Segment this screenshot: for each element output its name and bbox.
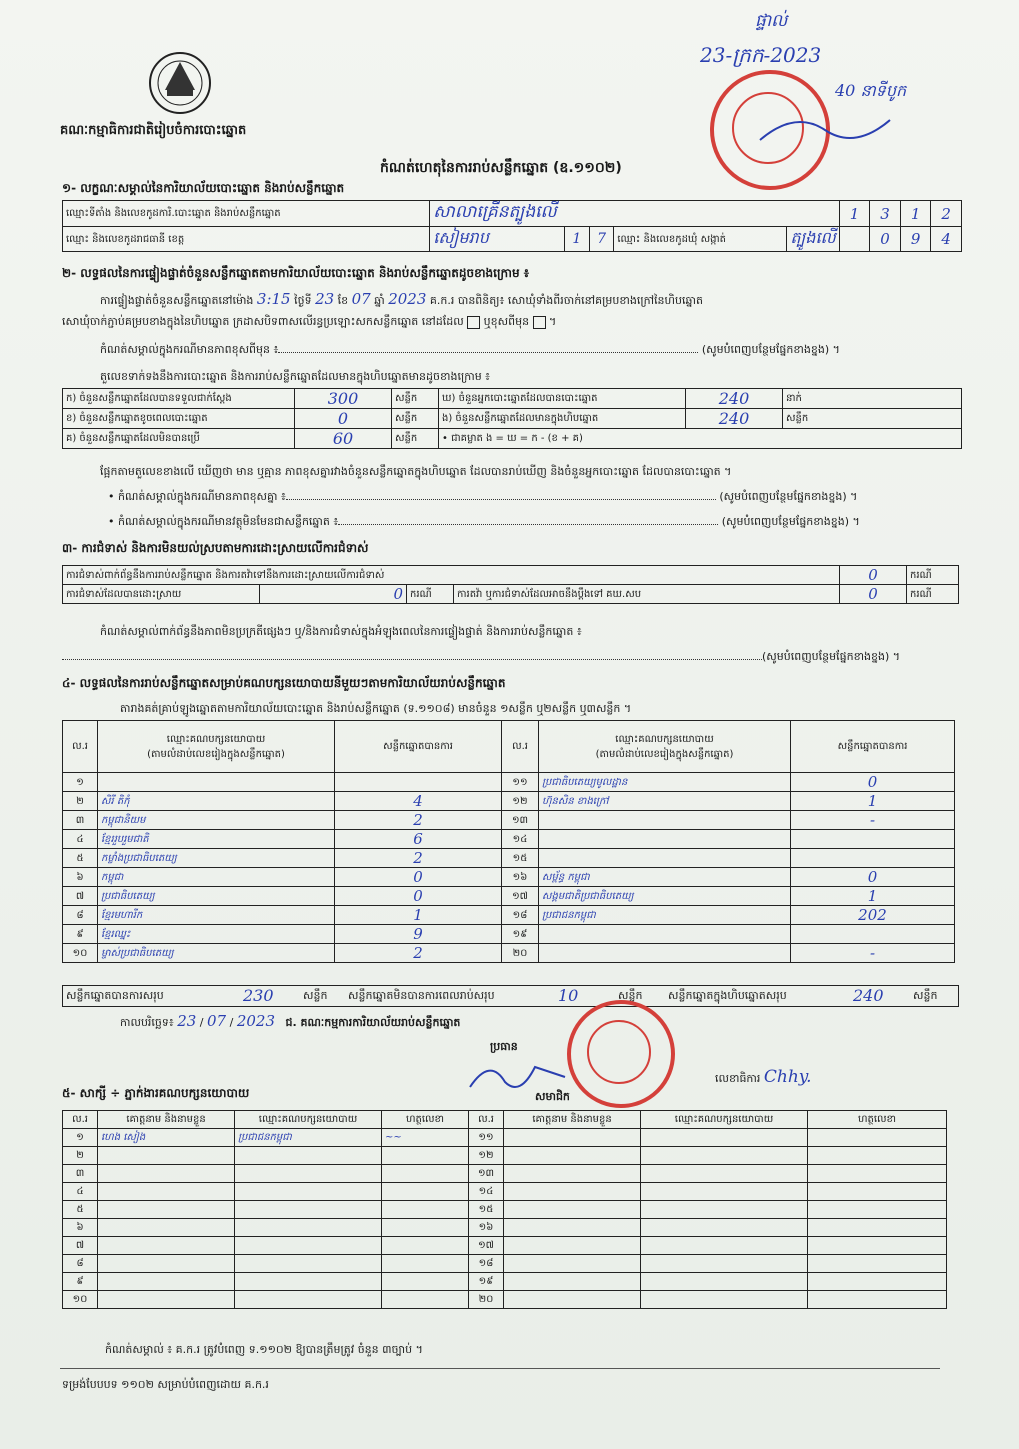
table-row: [63, 792, 955, 811]
s2-year: 2023: [388, 290, 427, 308]
s3-table: ការជំទាស់ពាក់ព័ន្ធនឹងការរាប់សន្លឹកឆ្នោត និងការតវ៉ាទៅនឹងការដោះស្រាយលើការជំទាស់ 0 ករណី ការជំទាស់ដែលបានដោះស្រាយ 0 ករណី ការតវ៉ា ឬការជំទាស់ដែលអាចនឹងប្តឹងទៅ គឃ.សប 0 ករណី: [62, 565, 959, 604]
table-cell: ៥: [63, 1201, 98, 1219]
appeal-count: 0: [840, 585, 907, 604]
table-cell: [382, 1273, 469, 1291]
table-row: [63, 1273, 947, 1291]
table-cell: [235, 1237, 382, 1255]
date-line: កាលបរិច្ឆេទ៖ 23 / 07 / 2023 ជ. គណៈកម្មការការិយាល័យរាប់សន្លឹកឆ្នោត: [120, 1012, 461, 1030]
s2-day: 23: [315, 290, 335, 308]
table-cell: [641, 1291, 808, 1309]
table-cell: [808, 1255, 947, 1273]
s2-figures-table: [62, 388, 962, 449]
total-invalid: 10: [558, 986, 579, 1005]
table-row: [63, 1147, 947, 1165]
witness-table: [62, 1110, 947, 1309]
table-cell: [791, 849, 955, 868]
table-cell: ១៣: [469, 1165, 504, 1183]
prov-code-2: 7: [589, 227, 614, 252]
s2-time: 3:15: [256, 290, 291, 308]
table-cell: [235, 1219, 382, 1237]
table-cell: ហ៊ុនសិន ខាងក្រៅ: [539, 792, 791, 811]
table-cell: 2: [335, 944, 502, 963]
place-code-2: 3: [870, 201, 901, 227]
table-cell: [641, 1237, 808, 1255]
table-cell: [235, 1291, 382, 1309]
table-cell: ~~: [382, 1129, 469, 1147]
table-row: [63, 944, 955, 963]
table-cell: [641, 1183, 808, 1201]
table-cell: [98, 1291, 235, 1309]
table-row: [63, 1219, 947, 1237]
s2-check-line: ផ្អែកតាមតួលេខខាងលើ ឃើញថា មាន ឬគ្មាន ភាពខុសគ្នារវាងចំនួនសន្លឹកឆ្នោតក្នុងហិបឆ្នោត ដែលបានរាប់ឃើញ និងចំនួនអ្នកបោះឆ្នោត ដែលបានបោះឆ្នោត ។: [100, 465, 732, 478]
table-cell: ១៩: [502, 925, 539, 944]
table-cell: [808, 1273, 947, 1291]
table-cell: ១០: [63, 944, 98, 963]
voters-value: 240: [686, 389, 783, 409]
table-row: [63, 1237, 947, 1255]
table-row: [63, 1165, 947, 1183]
table-cell: ខ្មែរមហារីក: [98, 906, 335, 925]
different-checkbox[interactable]: [533, 316, 546, 329]
inbox-value: 240: [686, 409, 783, 429]
prov-value: សៀមរាប: [430, 227, 565, 252]
s4-intro: តារាងគត់គ្រាប់ឡូងឆ្នោតតាមការិយាល័យបោះឆ្នោត និងរាប់សន្លឹកឆ្នោត (ទ.១១០៨) មានចំនួន ១សន្លឹក ឬ២សន្លឹក ឬ៣សន្លឹក ។: [120, 702, 632, 715]
table-cell: [641, 1255, 808, 1273]
table-cell: 0: [335, 887, 502, 906]
figure-row: ក) ចំនួនសន្លឹកឆ្នោតដែលបានទទួលជាក់ស្តែង 300 សន្លឹក ឃ) ចំនួនអ្នកបោះឆ្នោតដែលបានបោះឆ្នោត 240 នាក់: [63, 389, 962, 409]
table-cell: [641, 1201, 808, 1219]
table-cell: [382, 1201, 469, 1219]
total-valid: 230: [243, 986, 274, 1005]
table-cell: [504, 1165, 641, 1183]
table-cell: 0: [335, 868, 502, 887]
table-cell: [235, 1147, 382, 1165]
table-row: [63, 1129, 947, 1147]
table-cell: [808, 1129, 947, 1147]
place-code-3: 1: [900, 201, 931, 227]
table-cell: ៤: [63, 830, 98, 849]
figure-row: គ) ចំនួនសន្លឹកឆ្នោតដែលមិនបានប្រើ 60 សន្លឹក • ជាគម្លាត ង = ឃ = ក - (ខ + គ): [63, 429, 962, 449]
table-cell: [235, 1201, 382, 1219]
table-cell: [539, 925, 791, 944]
table-cell: ១៥: [469, 1201, 504, 1219]
secretary-line: លេខាធិការ Chhy.: [715, 1067, 812, 1087]
total-box: 240: [853, 986, 884, 1005]
table-cell: [335, 773, 502, 792]
org-name: គណៈកម្មាធិការជាតិរៀបចំការបោះឆ្នោត: [60, 123, 247, 138]
table-cell: ២០: [502, 944, 539, 963]
table-cell: 202: [791, 906, 955, 925]
s5-note: កំណត់សម្គាល់ ៖ គ.ក.រ ត្រូវបំពេញ ទ.១១០២ ឱ្យបានត្រឹមត្រូវ ចំនួន ៣ច្បាប់ ។: [105, 1343, 423, 1356]
table-cell: ១២: [502, 792, 539, 811]
s2-intro-a: ការផ្ទៀងផ្ទាត់ចំនួនសន្លឹកឆ្នោតនៅម៉ោង 3:15 ថ្ងៃទី 23 ខែ 07 ឆ្នាំ 2023 គ.ក.រ បានពិនិត្យ៖ សោឃុំទាំងពីរចាក់នៅគម្របខាងក្រៅនៃហិបឆ្នោត: [100, 290, 703, 308]
table-cell: ១២: [469, 1147, 504, 1165]
commune-code-3: 4: [931, 227, 962, 252]
table-cell: ៤: [63, 1183, 98, 1201]
s1-table: [62, 200, 962, 252]
same-checkbox[interactable]: [467, 316, 480, 329]
table-cell: [641, 1165, 808, 1183]
table-cell: [539, 811, 791, 830]
table-cell: ៣: [63, 811, 98, 830]
table-cell: [641, 1147, 808, 1165]
table-cell: 0: [791, 868, 955, 887]
table-cell: ១: [63, 773, 98, 792]
table-cell: ១៨: [502, 906, 539, 925]
table-cell: [504, 1291, 641, 1309]
table-row: [63, 1291, 947, 1309]
table-cell: សង្គមជាតិប្រជាធិបតេយ្យ: [539, 887, 791, 906]
table-cell: ៦: [63, 868, 98, 887]
table-cell: 1: [791, 887, 955, 906]
table-cell: [382, 1219, 469, 1237]
table-cell: ប្រជាជនកម្ពុជា: [235, 1129, 382, 1147]
table-cell: ៩: [63, 1273, 98, 1291]
table-cell: [808, 1165, 947, 1183]
s2-intro-d: តួលេខទាក់ទងនឹងការបោះឆ្នោត និងការរាប់សន្លឹកឆ្នោតដែលមានក្នុងហិបឆ្នោតមានដូចខាងក្រោម ៖: [100, 370, 491, 383]
results-header: ល.រ ឈ្មោះគណបក្សនយោបាយ (តាមលំដាប់លេខរៀងក្នុងសន្លឹកឆ្នោត) សន្លឹកឆ្នោតបានការ ល.រ ឈ្មោះគណបក្សនយោបាយ (តាមលំដាប់លេខរៀងក្នុងសន្លឹកឆ្នោត) សន្លឹកឆ្នោតបានការ: [63, 721, 955, 773]
table-cell: [98, 1147, 235, 1165]
table-row: [63, 773, 955, 792]
table-cell: [382, 1165, 469, 1183]
table-cell: [98, 1273, 235, 1291]
s2-bullet2: • កំណត់សម្គាល់ក្នុងករណីមានវត្ថុមិនមែនជាសន្លឹកឆ្នោត ៖ (សូមបំពេញបន្ថែមផ្នែកខាងខ្នង) ។: [108, 515, 860, 528]
totals-row: សន្លឹកឆ្នោតបានការសរុប 230 សន្លឹក សន្លឹកឆ្នោតមិនបានការពេលរាប់សរុប 10 សន្លឹក សន្លឹកឆ្នោតក្នុងហិបឆ្នោតសរុប 240 សន្លឹក: [62, 985, 959, 1007]
commune-code-1: 0: [870, 227, 901, 252]
footer-text: ទម្រង់បែបបទ ១១០២ សម្រាប់បំពេញដោយ គ.ក.រ: [62, 1378, 269, 1391]
table-cell: [98, 1183, 235, 1201]
s2-title: ២- លទ្ធផលនៃការផ្ទៀងផ្ទាត់ចំនួនសន្លឹកឆ្នោតតាមការិយាល័យបោះឆ្នោត និងរាប់សន្លឹកឆ្នោតដូចខាងក្រោម ៖: [62, 266, 530, 280]
table-cell: ១៨: [469, 1255, 504, 1273]
table-cell: [791, 830, 955, 849]
table-row: [63, 868, 955, 887]
table-cell: [504, 1237, 641, 1255]
chair-signature: [465, 1052, 575, 1102]
table-row: [63, 887, 955, 906]
table-cell: -: [791, 811, 955, 830]
table-row: [63, 849, 955, 868]
place-label: ឈ្មោះទីតាំង និងលេខកូដការិ.បោះឆ្នោត និងរាប់សន្លឹកឆ្នោត: [63, 201, 430, 227]
table-row: [63, 906, 955, 925]
table-cell: [808, 1291, 947, 1309]
table-cell: [504, 1219, 641, 1237]
table-cell: [808, 1237, 947, 1255]
table-cell: ១១: [469, 1129, 504, 1147]
table-cell: [235, 1183, 382, 1201]
s2-intro-c: សោឃុំចាក់ភ្ជាប់គម្របខាងក្នុងនៃហិបឆ្នោត ក្រដាសបិទពាសលើរន្ធប្រឡោះសកសន្លឹកឆ្នោត នៅដដែល ឬខុសពីមុន ។: [62, 315, 557, 328]
witness-header: ល.រ គោត្តនាម និងនាមខ្លួន ឈ្មោះគណបក្សនយោបាយ ហត្ថលេខា ល.រ គោត្តនាម និងនាមខ្លួន ឈ្មោះគណបក្សនយោបាយ ហត្ថលេខា: [63, 1111, 947, 1129]
table-cell: សម្ព័ន្ធ កម្ពុជា: [539, 868, 791, 887]
table-cell: [808, 1201, 947, 1219]
table-cell: 2: [335, 811, 502, 830]
table-cell: [504, 1183, 641, 1201]
table-cell: [382, 1183, 469, 1201]
table-cell: 0: [791, 773, 955, 792]
table-cell: ១០: [63, 1291, 98, 1309]
s3-title: ៣- ការជំទាស់ និងការមិនយល់ស្របតាមការដោះស្រាយលើការជំទាស់: [62, 541, 369, 555]
table-cell: [504, 1201, 641, 1219]
table-cell: ៥: [63, 849, 98, 868]
s1-title: ១- លក្ខណៈសម្គាល់នៃការិយាល័យបោះឆ្នោត និងរាប់សន្លឹកឆ្នោត: [62, 181, 345, 195]
table-cell: [98, 1219, 235, 1237]
table-cell: ២: [63, 1147, 98, 1165]
table-cell: ១៧: [469, 1237, 504, 1255]
table-cell: [382, 1291, 469, 1309]
table-cell: [235, 1255, 382, 1273]
table-cell: កម្លាំងប្រជាធិបតេយ្យ: [98, 849, 335, 868]
table-cell: 1: [335, 906, 502, 925]
unused-value: 60: [295, 429, 392, 449]
table-cell: ខ្មែរឈ្នះ: [98, 925, 335, 944]
table-cell: ១៤: [502, 830, 539, 849]
prov-code-1: 1: [564, 227, 589, 252]
signature-top: [755, 100, 895, 160]
s3-note-line: (សូមបំពេញបន្ថែមផ្នែកខាងខ្នង) ។: [62, 650, 957, 666]
table-cell: [382, 1237, 469, 1255]
table-cell: [98, 773, 335, 792]
table-cell: ប្រជាធិបតេយ្យមូលដ្ឋាន: [539, 773, 791, 792]
s2-bullet1: • កំណត់សម្គាល់ក្នុងករណីមានភាពខុសគ្នា ៖ (សូមបំពេញបន្ថែមផ្នែកខាងខ្នង) ។: [108, 490, 858, 503]
prov-label: ឈ្មោះ និងលេខកូដរាជធានី ខេត្ត: [63, 227, 430, 252]
table-cell: [98, 1165, 235, 1183]
table-cell: ៧: [63, 887, 98, 906]
form-title: កំណត់ហេតុនៃការរាប់សន្លឹកឆ្នោត (ឧ.១១០២): [380, 160, 622, 176]
table-cell: 6: [335, 830, 502, 849]
table-row: [63, 1183, 947, 1201]
table-cell: 9: [335, 925, 502, 944]
place-code-4: 2: [931, 201, 962, 227]
table-cell: ១៦: [502, 868, 539, 887]
note-line1: ផ្ទាល់: [755, 11, 788, 31]
table-cell: 1: [791, 792, 955, 811]
resolved-count: 0: [260, 585, 407, 604]
official-stamp-bottom: [567, 1000, 675, 1108]
table-cell: ៨: [63, 1255, 98, 1273]
table-cell: [235, 1273, 382, 1291]
member-label: សមាជិក: [535, 1090, 570, 1103]
table-cell: ១: [63, 1129, 98, 1147]
table-cell: [641, 1129, 808, 1147]
table-cell: [808, 1183, 947, 1201]
table-cell: ២០: [469, 1291, 504, 1309]
table-cell: [504, 1129, 641, 1147]
table-cell: ១៣: [502, 811, 539, 830]
table-cell: [808, 1219, 947, 1237]
table-cell: 4: [335, 792, 502, 811]
table-cell: [98, 1201, 235, 1219]
figure-row: ខ) ចំនួនសន្លឹកឆ្នោតខូចពេលបោះឆ្នោត 0 សន្លឹក ង) ចំនួនសន្លឹកឆ្នោតដែលមានក្នុងហិបឆ្នោត 240 សន្លឹក: [63, 409, 962, 429]
results-table: [62, 720, 955, 963]
table-cell: ១៤: [469, 1183, 504, 1201]
table-cell: ខ្មែររួបរួមជាតិ: [98, 830, 335, 849]
table-cell: ៨: [63, 906, 98, 925]
commune-value: ត្បូងលើ: [787, 227, 839, 252]
table-cell: ១៦: [469, 1219, 504, 1237]
table-row: [63, 811, 955, 830]
table-cell: [808, 1147, 947, 1165]
table-cell: ១៧: [502, 887, 539, 906]
table-cell: -: [791, 944, 955, 963]
table-cell: ៧: [63, 1237, 98, 1255]
table-cell: [539, 849, 791, 868]
table-cell: [504, 1147, 641, 1165]
table-cell: [539, 830, 791, 849]
place-code-1: 1: [839, 201, 870, 227]
table-cell: ៩: [63, 925, 98, 944]
table-cell: កម្ពុជា: [98, 868, 335, 887]
received-value: 300: [295, 389, 392, 409]
table-cell: ប្រជាជនកម្ពុជា: [539, 906, 791, 925]
table-cell: [539, 944, 791, 963]
table-cell: ប្រជាធិបតេយ្យ: [98, 887, 335, 906]
table-cell: កម្ពុជានិយម: [98, 811, 335, 830]
table-cell: [504, 1273, 641, 1291]
s3-note: កំណត់សម្គាល់ពាក់ព័ន្ធនឹងភាពមិនប្រក្រតីផ្សេងៗ ឬ/និងការជំទាស់ក្នុងអំឡុងពេលនៃការផ្ទៀងផ្ទាត់ និងការរាប់សន្លឹកឆ្នោត ៖: [100, 625, 582, 638]
s2-month: 07: [351, 290, 371, 308]
table-cell: 2: [335, 849, 502, 868]
table-cell: ហេង សៀង: [98, 1129, 235, 1147]
table-row: [63, 1255, 947, 1273]
s2-note1: កំណត់សម្គាល់ក្នុងករណីមានភាពខុសពីមុន ៖ (សូមបំពេញបន្ថែមផ្នែកខាងខ្នង) ។: [100, 343, 840, 356]
s5-title: ៥- សាក្សី ÷ ភ្នាក់ងារគណបក្សនយោបាយ: [62, 1086, 250, 1100]
table-cell: [791, 925, 955, 944]
table-cell: ៣: [63, 1165, 98, 1183]
table-cell: [641, 1273, 808, 1291]
s4-title: ៤- លទ្ធផលនៃការរាប់សន្លឹកឆ្នោតសម្រាប់គណបក្សនយោបាយនីមួយៗតាមការិយាល័យរាប់សន្លឹកឆ្នោត: [62, 676, 506, 690]
table-cell: ម្ចាស់ប្រជាធិបតេយ្យ: [98, 944, 335, 963]
commune-code-2: 9: [900, 227, 931, 252]
table-row: [63, 925, 955, 944]
place-value: សាលាគ្រើនត្បូងលើ: [430, 201, 839, 227]
objection-count: 0: [840, 566, 907, 585]
table-cell: ១៩: [469, 1273, 504, 1291]
spoiled-value: 0: [295, 409, 392, 429]
table-cell: [382, 1147, 469, 1165]
note-line2: 23-ក្រក-2023: [700, 43, 822, 67]
table-cell: [504, 1255, 641, 1273]
chair-label: ប្រធាន: [490, 1040, 518, 1053]
table-cell: ១៥: [502, 849, 539, 868]
table-cell: [382, 1255, 469, 1273]
table-cell: សិរី តិកុំ: [98, 792, 335, 811]
table-row: [63, 1201, 947, 1219]
commune-label: ឈ្មោះ និងលេខកូដឃុំ សង្កាត់: [614, 227, 787, 252]
table-cell: [98, 1237, 235, 1255]
note-line3: 40 នាទីបូក: [835, 81, 907, 100]
table-cell: [98, 1255, 235, 1273]
footer-rule: [60, 1368, 940, 1369]
table-cell: ១១: [502, 773, 539, 792]
table-row: [63, 830, 955, 849]
table-cell: [235, 1165, 382, 1183]
table-cell: ២: [63, 792, 98, 811]
nec-logo: [145, 50, 215, 116]
table-cell: [641, 1219, 808, 1237]
table-cell: ៦: [63, 1219, 98, 1237]
